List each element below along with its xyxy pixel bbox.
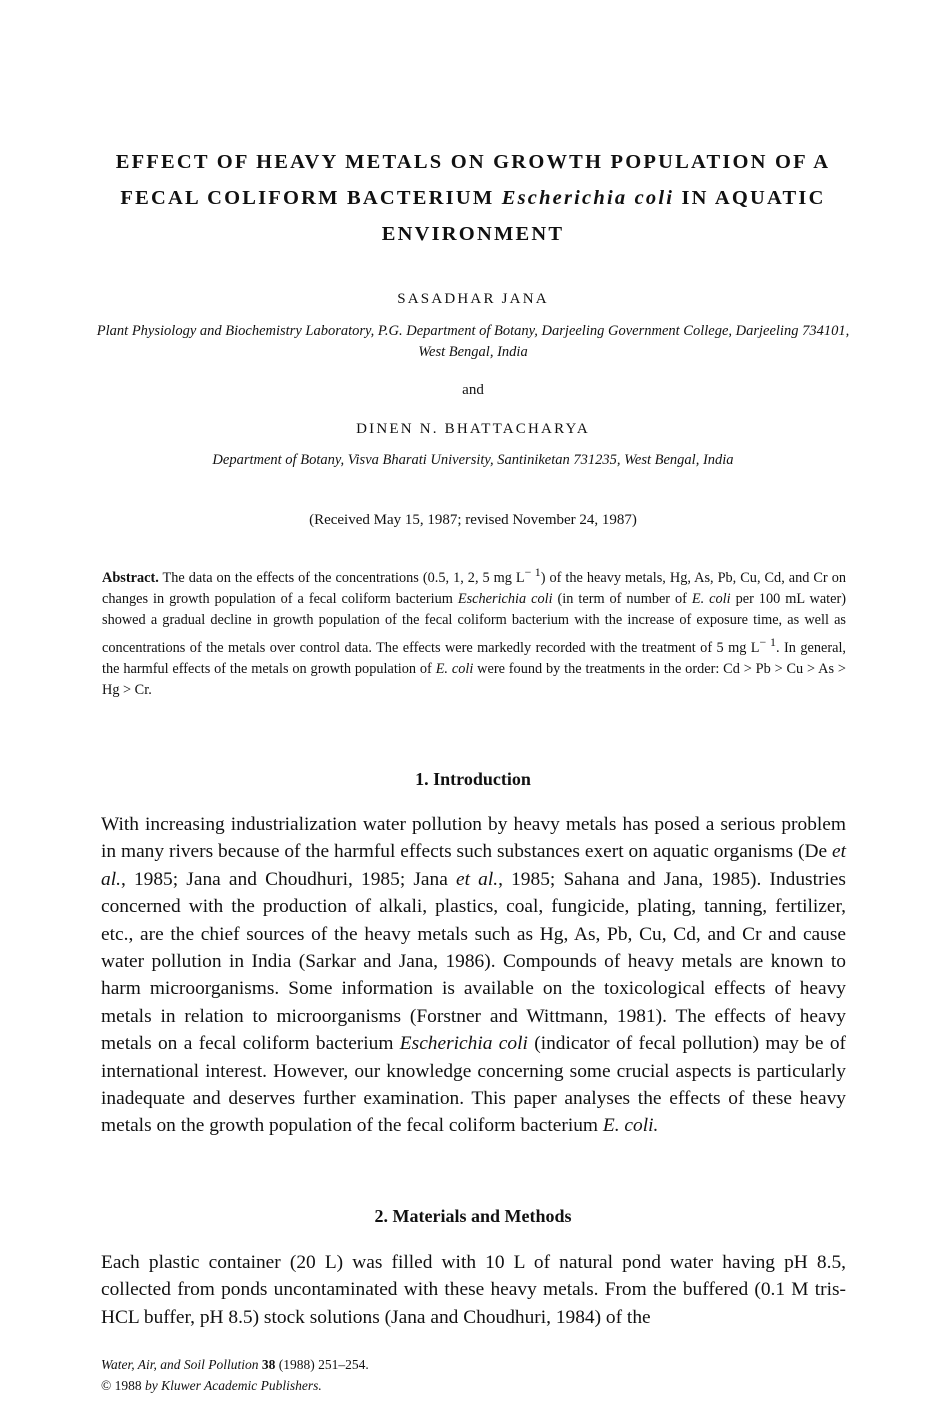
intro-text-4: (indicator of fecal pollution) may be of international interest. However, our knowledge concerning some crucial aspects is particularly inadequate and deserves further examination. This paper analyses the effects of these heavy metals on the growth population of the fecal coliform bacterium — [101, 1033, 846, 1137]
title-species: Escherichia coli — [501, 187, 675, 209]
abstract-ecoli-1: E. coli — [691, 591, 731, 608]
journal-pages: (1988) 251–254. — [278, 1357, 369, 1372]
abstract-label: Abstract. — [102, 569, 159, 586]
author-1-affiliation: Plant Physiology and Biochemistry Laboratory, P.G. Department of Botany, Darjeeling Government College, Darjeeling 734101, West Bengal, India — [96, 323, 850, 360]
section-heading-methods: 2. Materials and Methods — [374, 1206, 572, 1226]
introduction-paragraph — [101, 811, 846, 1140]
journal-citation — [101, 1355, 369, 1376]
publisher-name: by Kluwer Academic Publishers. — [145, 1377, 322, 1393]
copyright-year: © 1988 — [101, 1377, 142, 1393]
copyright-line — [101, 1376, 369, 1397]
section-heading-introduction: 1. Introduction — [415, 769, 531, 789]
abstract-species: Escherichia coli — [457, 591, 553, 608]
abstract-text-2: ) of the heavy metals, Hg, As, Pb, Cu, Cd, and Cr on changes in growth population of a fecal coliform bacterium — [102, 569, 846, 608]
intro-text-2: , 1985; Jana and Choudhuri, 1985; Jana — [120, 868, 448, 890]
and-separator: and — [462, 382, 484, 398]
page-footer — [101, 1355, 369, 1396]
received-dates: (Received May 15, 1987; revised November 24, 1987) — [309, 512, 637, 528]
journal-name: Water, Air, and Soil Pollution — [101, 1357, 259, 1372]
paper-title — [90, 144, 856, 252]
author-2-name: DINEN N. BHATTACHARYA — [356, 421, 590, 437]
title-part2: IN AQUATIC ENVIRONMENT — [381, 187, 826, 245]
abstract-ecoli-2: E. coli — [435, 660, 474, 677]
abstract-exponent-2: − 1 — [759, 634, 777, 649]
title-part1: EFFECT OF HEAVY METALS ON GROWTH POPULATION OF A FECAL COLIFORM BACTERIUM — [115, 151, 831, 209]
abstract-exponent-1: − 1 — [524, 565, 541, 579]
methods-paragraph: Each plastic container (20 L) was filled with 10 L of natural pond water having pH 8.5, collected from ponds uncontaminated with these heavy metals. From the buffered (0.1 M tris-HCL buffer, pH 8.5) stock solutions (Jana and Choudhuri, 1984) of the — [101, 1252, 846, 1328]
intro-species: Escherichia coli — [399, 1033, 528, 1055]
journal-volume: 38 — [261, 1357, 276, 1372]
intro-text-3: , 1985; Sahana and Jana, 1985). Industries concerned with the production of alkali, plastics, coal, fungicide, plating, tanning, fertilizer, etc., are the chief sources of the heavy metals such as Hg, As, Pb, Cu, Cd, and Cr and cause water pollution in India (Sarkar and Jana, 1986). Compounds of heavy metals are known to harm microorganisms. Some information is available on the toxicological effects of heavy metals in relation to microorganisms (Forstner and Wittmann, 1981). The effects of heavy metals on a fecal coliform bacterium — [101, 868, 846, 1055]
intro-ecoli: E. coli. — [602, 1115, 659, 1137]
author-1-name: SASADHAR JANA — [397, 291, 549, 307]
abstract-text-4: per 100 mL water) showed a gradual decline in growth population of the fecal coliform bacterium with the increase of exposure time, as well as concentrations of the metals over control data. The effects were markedly recorded with the treatment of 5 mg L — [102, 591, 847, 656]
abstract-text-3: (in term of number of — [557, 591, 687, 608]
abstract — [102, 562, 846, 701]
intro-etal-2: et al. — [456, 868, 499, 890]
abstract-text-5: . In general, the harmful effects of the metals on growth population of — [102, 639, 846, 677]
intro-etal-1: et al. — [101, 841, 846, 890]
abstract-text-6: were found by the treatments in the order: Cd > Pb > Cu > As > Hg > Cr. — [102, 660, 846, 699]
abstract-text-1: The data on the effects of the concentrations (0.5, 1, 2, 5 mg L — [162, 569, 525, 586]
intro-text-1: With increasing industrialization water pollution by heavy metals has posed a serious problem in many rivers because of the harmful effects such substances exert on aquatic organisms (De — [101, 814, 846, 863]
author-2-affiliation: Department of Botany, Visva Bharati University, Santiniketan 731235, West Bengal, India — [212, 452, 734, 468]
